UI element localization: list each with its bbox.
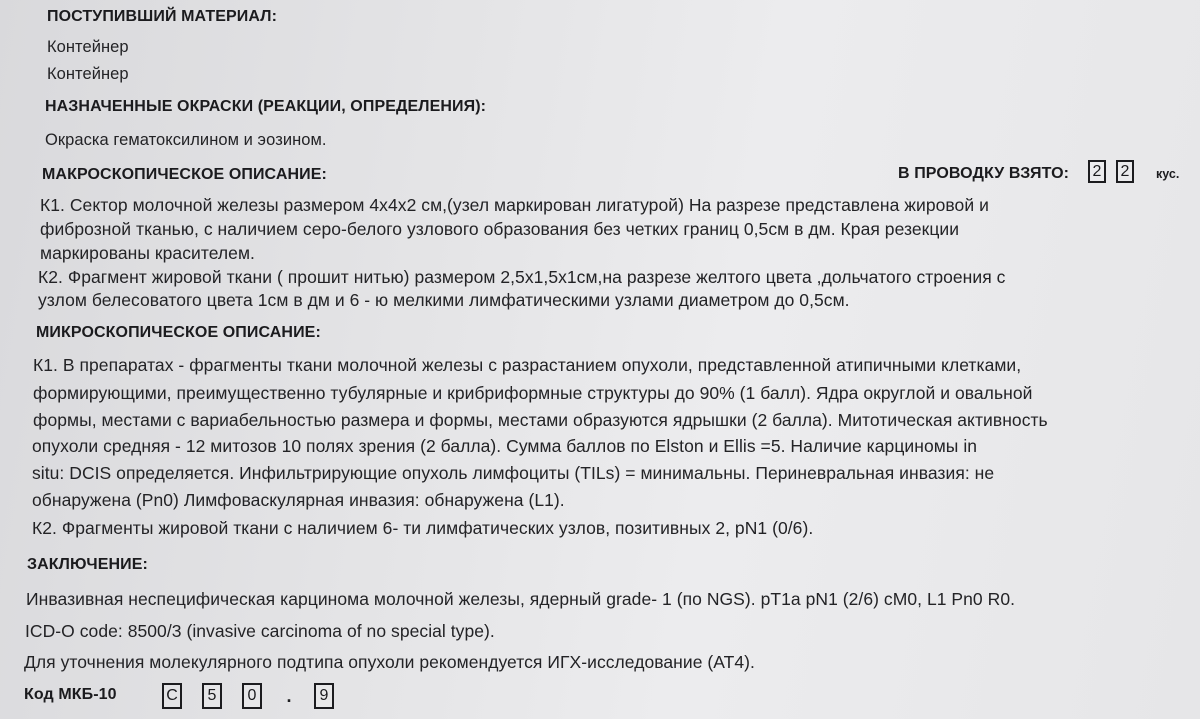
macro-line: К1. Сектор молочной железы размером 4х4х2 см,(узел маркирован лигатурой) На разрезе представлена жировой и — [40, 195, 989, 215]
received-title: ПОСТУПИВШИЙ МАТЕРИАЛ: — [47, 8, 278, 25]
macro-line: К2. Фрагмент жировой ткани ( прошит нитью) размером 2,5х1,5х1см,на разрезе желтого цвета ,дольчатого строения с — [38, 267, 1006, 287]
taken-digit-box: 2 — [1088, 160, 1106, 183]
icd-char-box: 5 — [202, 683, 222, 709]
micro-line: формы, местами с вариабельностью размера и формы, местами образуются ядрышки (2 балла). Митотическая активность — [33, 410, 1048, 430]
micro-line: обнаружена (Pn0) Лимфоваскулярная инвазия: обнаружена (L1). — [32, 490, 565, 510]
icd-label: Код МКБ-10 — [24, 686, 117, 703]
icd-char-box: 9 — [314, 683, 334, 709]
taken-unit: кус. — [1156, 167, 1180, 181]
taken-label: В ПРОВОДКУ ВЗЯТО: — [898, 165, 1070, 182]
taken-count-boxes — [1088, 160, 1144, 183]
micro-line: формирующими, преимущественно тубулярные и крибриформные структуры до 90% (1 балл). Ядра округлой и овальной — [33, 383, 1033, 403]
stains-text: Окраска гематоксилином и эозином. — [45, 131, 327, 149]
stains-title: НАЗНАЧЕННЫЕ ОКРАСКИ (РЕАКЦИИ, ОПРЕДЕЛЕНИЯ): — [45, 98, 487, 115]
icd-code-boxes — [162, 683, 344, 709]
conclusion-line: Инвазивная неспецифическая карцинома молочной железы, ядерный grade- 1 (по NGS). pT1a pN1 (2/6) cM0, L1 Pn0 R0. — [26, 589, 1016, 609]
macro-line: маркированы красителем. — [40, 243, 255, 263]
micro-line: опухоли средняя - 12 митозов 10 полях зрения (2 балла). Сумма баллов по Elston и Ellis =5. Наличие карциномы in — [32, 436, 978, 456]
macro-title: МАКРОСКОПИЧЕСКОЕ ОПИСАНИЕ: — [42, 166, 327, 183]
taken-digit-box: 2 — [1116, 160, 1134, 183]
micro-line: К1. В препаратах - фрагменты ткани молочной железы с разрастанием опухоли, представленной атипичными клетками, — [33, 355, 1022, 375]
icd-separator: . — [286, 685, 292, 706]
micro-title: МИКРОСКОПИЧЕСКОЕ ОПИСАНИЕ: — [36, 324, 321, 341]
micro-line: situ: DCIS определяется. Инфильтрирующие опухоль лимфоциты (TILs) = минимальны. Периневральная инвазия: не — [32, 463, 995, 483]
received-item: Контейнер — [47, 65, 129, 83]
micro-line: К2. Фрагменты жировой ткани с наличием 6- ти лимфатических узлов, позитивных 2, pN1 (0/6). — [32, 518, 814, 538]
conclusion-title: ЗАКЛЮЧЕНИЕ: — [27, 556, 148, 573]
macro-line: узлом белесоватого цвета 1см в дм и 6 - ю мелкими лимфатическими узлами диаметром до 0,5см. — [38, 290, 850, 310]
icd-char-box: 0 — [242, 683, 262, 709]
received-item: Контейнер — [47, 38, 129, 56]
macro-line: фиброзной тканью, с наличием серо-белого узлового образования без четких границ 0,5см в дм. Края резекции — [40, 219, 960, 239]
conclusion-line: ICD-O code: 8500/3 (invasive carcinoma of no special type). — [25, 621, 495, 641]
icd-char-box: С — [162, 683, 182, 709]
conclusion-line: Для уточнения молекулярного подтипа опухоли рекомендуется ИГХ-исследование (АТ4). — [24, 652, 755, 672]
